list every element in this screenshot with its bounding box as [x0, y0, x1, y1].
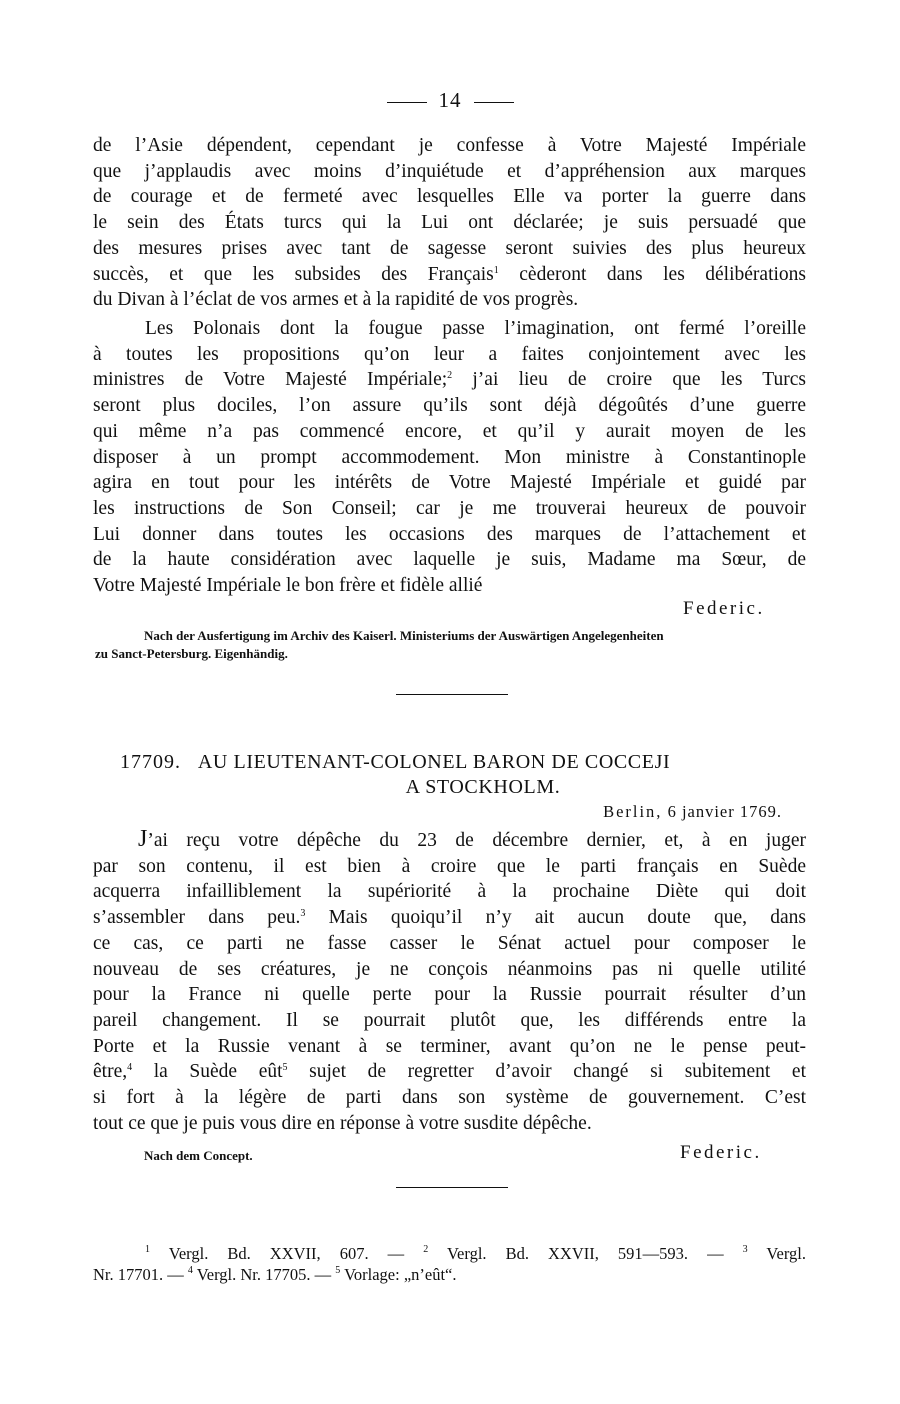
- footnote-ref: 3: [300, 908, 306, 920]
- letter1-line: du Divan à l’éclat de vos armes et à la rapidité de vos progrès.: [93, 289, 579, 311]
- letter1-line: de la haute considération avec laquelle je suis, Madame ma Sœur, de: [93, 549, 806, 571]
- footnote-number: 2: [423, 1244, 429, 1255]
- footnote-ref: 4: [127, 1062, 133, 1074]
- letter-number: 17709.: [120, 751, 181, 773]
- letter1-line: Lui donner dans toutes les occasions des marques de l’attachement et: [93, 523, 806, 545]
- letter2-line: acquerra infailliblement la supériorité à la prochaine Diète qui doit: [93, 881, 806, 903]
- letter2-body: [93, 827, 806, 1136]
- footnote-divider: [396, 1187, 508, 1188]
- page-number: [0, 88, 900, 113]
- letter2-line: [93, 1059, 806, 1085]
- dropcap: J: [138, 826, 148, 852]
- letter2-line: pour la France ni quelle perte pour la Russie pourrait résulter d’un: [93, 984, 806, 1006]
- footnote-text: Nr. 17701. —: [93, 1265, 188, 1284]
- letter1-line: [93, 262, 806, 288]
- letter2-line: [93, 827, 806, 854]
- letter1-line: disposer à un prompt accommodement. Mon ministre à Constantinople: [93, 446, 806, 468]
- letter1-line-part: j’ai lieu de croire que les Turcs: [452, 369, 806, 391]
- letter1-source-note-line1: Nach der Ausfertigung im Archiv des Kaiserl. Ministeriums der Auswärtigen Angelegenheiten: [144, 628, 664, 643]
- letter2-line: par son contenu, il est bien à croire que le parti français en Suède: [93, 855, 806, 877]
- letter1-line: le sein des États turcs qui la Lui ont déclarée; je suis persuadé que: [93, 212, 806, 234]
- letter1-line: les instructions de Son Conseil; car je me trouverai heureux de pouvoir: [93, 497, 806, 519]
- section-divider: [396, 694, 508, 695]
- letter2-signature: Federic.: [680, 1142, 762, 1163]
- letter1-line: à toutes les propositions qu’on leur a faites conjointement avec les: [93, 343, 806, 365]
- letter2-line: Porte et la Russie venant à se terminer, avant qu’on ne le pense peut-: [93, 1035, 806, 1057]
- footnote-line: [93, 1264, 806, 1285]
- page-number-rule-right: [474, 102, 514, 103]
- letter2-line-part: sujet de regretter d’avoir changé si subitement et: [287, 1061, 806, 1083]
- page-number-rule-left: [387, 102, 427, 103]
- letter2-line: [93, 905, 806, 931]
- date-place: Berlin,: [603, 802, 663, 821]
- letter1-signature: Federic.: [683, 598, 765, 619]
- letter2-dateline: [603, 802, 782, 822]
- letter1-line-part: succès, et que les subsides des Français: [93, 263, 494, 285]
- letter2-line: ce cas, ce parti ne fasse casser le Sénat actuel pour composer le: [93, 932, 806, 954]
- letter1-line: de courage et de fermeté avec lesquelles Elle va porter la guerre dans: [93, 186, 806, 208]
- letter1-line-part: ministres de Votre Majesté Impériale;: [93, 369, 448, 391]
- letter2-heading-line2: A STOCKHOLM.: [405, 776, 561, 798]
- letter1-paragraph1: [93, 133, 806, 313]
- letter1-line: Votre Majesté Impériale le bon frère et fidèle allié: [93, 575, 483, 597]
- letter1-line: qui même n’a pas commencé encore, et qu’il y aurait moyen de les: [93, 420, 806, 442]
- date-text: 6 janvier 1769.: [667, 802, 782, 821]
- letter2-line-part: la Suède eût: [132, 1061, 283, 1083]
- letter1-line: seront plus dociles, l’on assure qu’ils sont déjà dégoûtés d’une guerre: [93, 395, 806, 417]
- letter2-line-part: être,: [93, 1061, 128, 1083]
- footnote-text: Vergl. Bd. XXVII, 591—593. —: [428, 1244, 743, 1263]
- footnote-number: 3: [742, 1244, 748, 1255]
- letter1-source-note-line2: zu Sanct-Petersburg. Eigenhändig.: [95, 646, 288, 661]
- letter2-heading: [120, 750, 786, 800]
- letter2-addressee: AU LIEUTENANT-COLONEL BARON DE COCCEJI: [197, 751, 671, 773]
- letter1-line: de l’Asie dépendent, cependant je confesse à Votre Majesté Impériale: [93, 135, 806, 156]
- footnote-number: 1: [145, 1244, 150, 1255]
- letter2-line-part: s’assembler dans peu.: [93, 907, 301, 929]
- letter2-line: tout ce que je puis vous dire en réponse à votre susdite dépêche.: [93, 1112, 592, 1134]
- letter2-line: nouveau de ses créatures, je ne conçois néanmoins pas ni quelle utilité: [93, 958, 806, 980]
- footnote-ref: 5: [282, 1062, 288, 1074]
- letter1-line: agira en tout pour les intérêts de Votre Majesté Impériale et guidé par: [93, 472, 806, 494]
- letter1-line: Les Polonais dont la fougue passe l’imagination, ont fermé l’oreille: [145, 318, 806, 339]
- letter1-paragraph2: [93, 316, 806, 599]
- letter2-line-part: ’ai reçu votre dépêche du 23 de décembre dernier, et, à en juger: [147, 830, 806, 851]
- page-number-text: 14: [438, 88, 462, 112]
- footnote-ref: 1: [493, 264, 499, 276]
- letter2-line-part: Mais quoiqu’il n’y ait aucun doute que, dans: [305, 907, 807, 929]
- letter2-line: si fort à la légère de parti dans son système de gouvernement. C’est: [93, 1087, 806, 1109]
- letter1-line-part: cèderont dans les délibérations: [498, 263, 806, 285]
- letter1-line: [93, 367, 806, 393]
- footnote-text: Vorlage: „n’eût“.: [340, 1265, 457, 1284]
- footnote-number: 5: [335, 1265, 341, 1276]
- letter2-line: pareil changement. Il se pourrait plutôt que, les différends entre la: [93, 1009, 806, 1031]
- letter1-line: que j’applaudis avec moins d’inquiétude et d’appréhension aux marques: [93, 160, 806, 182]
- letter1-line: des mesures prises avec tant de sagesse seront suivies des plus heureux: [93, 237, 806, 259]
- footnote-ref: 2: [447, 370, 453, 382]
- footnote-text: Vergl.: [747, 1244, 806, 1263]
- footnote-number: 4: [187, 1265, 193, 1276]
- letter2-heading-line1: [120, 751, 670, 773]
- letter2-source-note: Nach dem Concept.: [144, 1148, 253, 1163]
- footnote-line: [93, 1243, 806, 1264]
- footnote-text: Vergl. Bd. XXVII, 607. —: [150, 1244, 424, 1263]
- footnote-text: Vergl. Nr. 17705. —: [192, 1265, 336, 1284]
- footnotes: [93, 1243, 806, 1285]
